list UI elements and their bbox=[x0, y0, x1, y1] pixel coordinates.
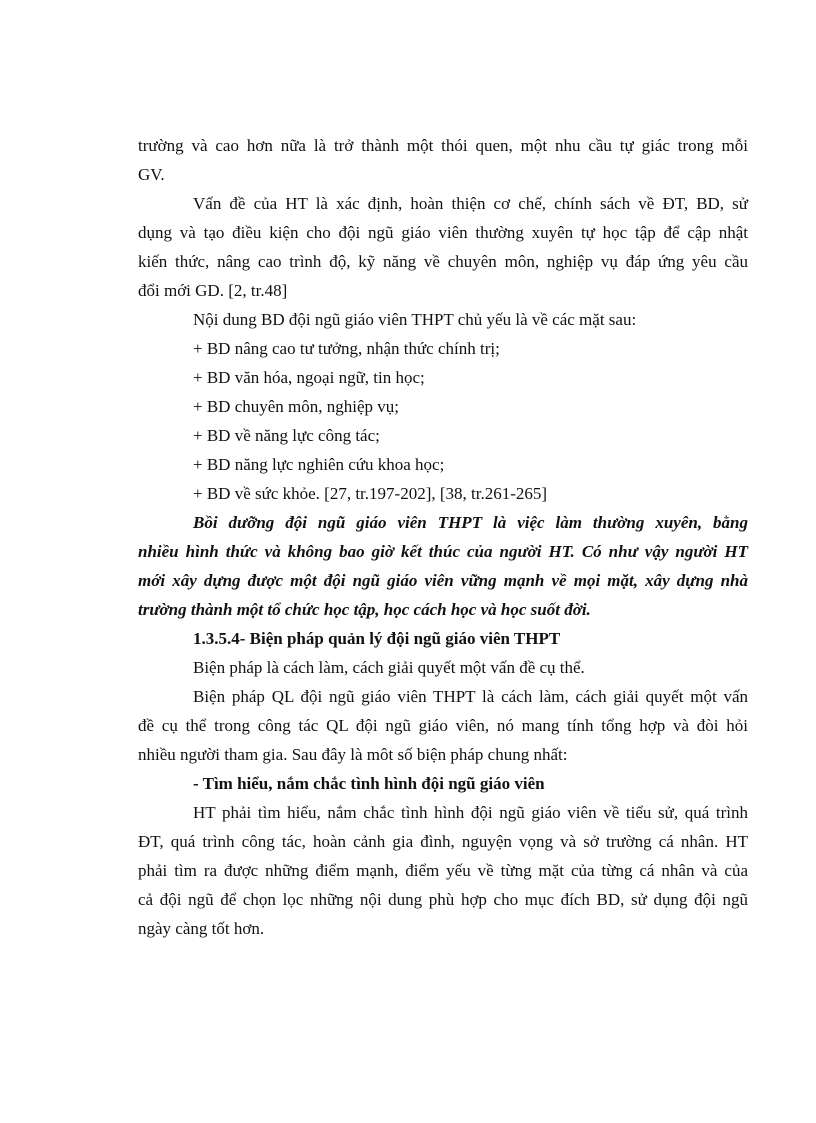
text-line: Biện pháp là cách làm, cách giải quyết một vấn đề cụ thể. bbox=[193, 658, 585, 677]
text-line: HT phải tìm hiểu, nắm chắc tình hình đội ngũ giáo viên về tiểu sử, quá trình bbox=[193, 803, 748, 822]
emphasis-line: Bồi dưỡng đội ngũ giáo viên THPT là việc làm thường xuyên, bằng bbox=[193, 513, 748, 532]
text-line: cả đội ngũ để chọn lọc những nội dung phù hợp cho mục đích BD, sử dụng đội ngũ bbox=[138, 890, 748, 909]
text-line: kiến thức, nâng cao trình độ, kỹ năng về chuyên môn, nghiệp vụ đáp ứng yêu cầu bbox=[138, 252, 748, 271]
list-item: + BD văn hóa, ngoại ngữ, tin học; bbox=[193, 368, 425, 387]
emphasis-line: mới xây dựng được một đội ngũ giáo viên vững mạnh về mọi mặt, xây dựng nhà bbox=[138, 571, 748, 590]
text-line: Nội dung BD đội ngũ giáo viên THPT chủ yếu là về các mặt sau: bbox=[193, 310, 637, 329]
emphasis-line: trường thành một tổ chức học tập, học cách học và học suốt đời. bbox=[138, 600, 591, 619]
text-line: đổi mới GD. [2, tr.48] bbox=[138, 281, 288, 300]
text-line: đề cụ thể trong công tác QL đội ngũ giáo viên, nó mang tính tổng hợp và đòi hỏi bbox=[138, 716, 748, 735]
text-line: dụng và tạo điều kiện cho đội ngũ giáo viên thường xuyên tự học tập để cập nhật bbox=[138, 223, 748, 242]
text-line: nhiều người tham gia. Sau đây là môt số biện pháp chung nhất: bbox=[138, 745, 568, 764]
text-line: ĐT, quá trình công tác, hoàn cảnh gia đình, nguyện vọng và sở trường cá nhân. HT bbox=[138, 832, 748, 851]
list-item: + BD năng lực nghiên cứu khoa học; bbox=[193, 455, 445, 474]
emphasis-line: nhiều hình thức và không bao giờ kết thúc của người HT. Có như vậy người HT bbox=[138, 542, 748, 561]
text-line: Vấn đề của HT là xác định, hoàn thiện cơ chế, chính sách về ĐT, BD, sử bbox=[193, 194, 748, 213]
list-item: + BD về năng lực công tác; bbox=[193, 426, 380, 445]
text-line: phải tìm ra được những điểm mạnh, điểm yếu về từng mặt của từng cá nhân và của bbox=[138, 861, 748, 880]
body-text bbox=[138, 131, 748, 943]
list-item: + BD nâng cao tư tưởng, nhận thức chính trị; bbox=[193, 339, 500, 358]
text-line: Biện pháp QL đội ngũ giáo viên THPT là cách làm, cách giải quyết một vấn bbox=[193, 687, 748, 706]
list-item: + BD chuyên môn, nghiệp vụ; bbox=[193, 397, 400, 416]
section-heading: 1.3.5.4- Biện pháp quản lý đội ngũ giáo viên THPT bbox=[193, 629, 561, 648]
text-line: trường và cao hơn nữa là trở thành một thói quen, một nhu cầu tự giác trong mỗi bbox=[138, 136, 748, 155]
list-item: + BD về sức khỏe. [27, tr.197-202], [38, tr.261-265] bbox=[193, 484, 548, 503]
text-line: GV. bbox=[138, 165, 165, 184]
text-line: ngày càng tốt hơn. bbox=[138, 919, 265, 938]
subheading: - Tìm hiểu, nắm chắc tình hình đội ngũ giáo viên bbox=[193, 774, 545, 793]
